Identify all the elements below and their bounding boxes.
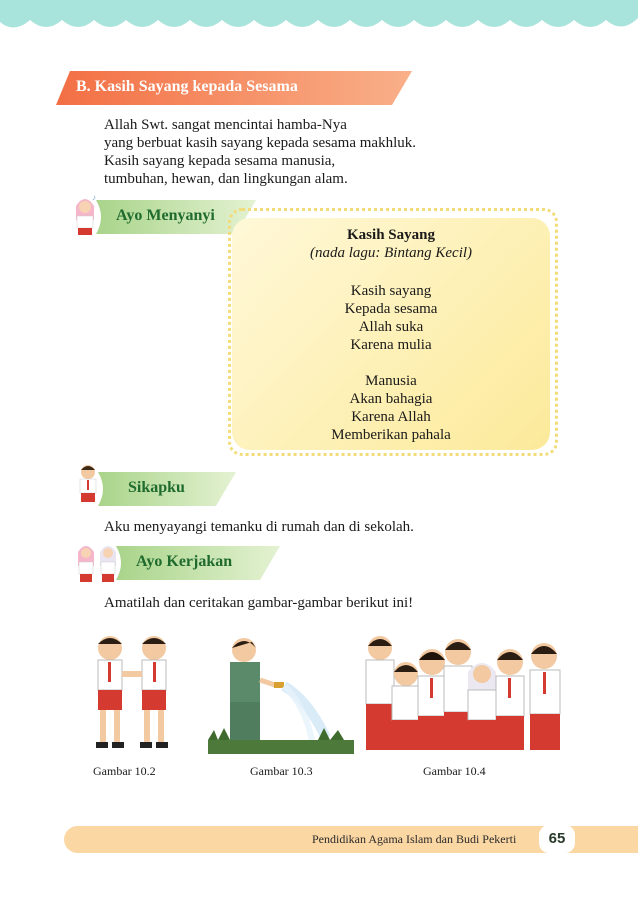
intro-line-4: tumbuhan, hewan, dan lingkungan alam. <box>104 171 348 187</box>
page-number: 65 <box>539 825 575 853</box>
intro-line-2: yang berbuat kasih sayang kepada sesama makhluk. <box>104 135 416 151</box>
song-line: Kepada sesama <box>344 301 438 317</box>
song-line: Allah suka <box>358 319 424 335</box>
top-wave-decoration <box>0 0 638 36</box>
section-title: B. Kasih Sayang kepada Sesama <box>76 78 298 95</box>
sikapku-text: Aku menyayangi temanku di rumah dan di sekolah. <box>104 519 414 535</box>
caption-gambar-10-3: Gambar 10.3 <box>250 764 313 778</box>
woman-watering-plants-illustration <box>208 630 354 754</box>
song-title: Kasih Sayang <box>347 227 435 243</box>
song-line: Kasih sayang <box>350 283 432 299</box>
ayo-kerjakan-label: Ayo Kerjakan <box>136 553 233 570</box>
ayo-kerjakan-pill <box>116 546 280 580</box>
boy-icon <box>76 462 100 508</box>
group-of-students-illustration <box>360 628 562 756</box>
song-line: Karena Allah <box>351 409 431 425</box>
ayo-kerjakan-text: Amatilah dan ceritakan gambar-gambar berikut ini! <box>104 595 414 611</box>
song-subtitle: (nada lagu: Bintang Kecil) <box>309 245 473 261</box>
section-banner <box>56 71 412 105</box>
two-girls-icon <box>76 540 120 584</box>
ayo-menyanyi-label: Ayo Menyanyi <box>116 207 215 224</box>
intro-line-1: Allah Swt. sangat mencintai hamba-Nya <box>104 117 347 133</box>
sikapku-label: Sikapku <box>128 479 185 496</box>
intro-line-3: Kasih sayang kepada sesama manusia, <box>104 153 336 169</box>
singing-girl-icon <box>72 192 98 236</box>
song-line: Karena mulia <box>350 337 432 353</box>
song-line: Akan bahagia <box>349 391 433 407</box>
sikapku-pill <box>98 472 236 506</box>
footer-book-title: Pendidikan Agama Islam dan Budi Pekerti <box>312 832 517 846</box>
svg-text:♪: ♪ <box>92 193 96 202</box>
boys-shaking-hands-illustration <box>80 630 184 754</box>
caption-gambar-10-2: Gambar 10.2 <box>93 764 156 778</box>
song-line: Manusia <box>365 373 417 389</box>
song-line: Memberikan pahala <box>331 427 451 443</box>
caption-gambar-10-4: Gambar 10.4 <box>423 764 486 778</box>
